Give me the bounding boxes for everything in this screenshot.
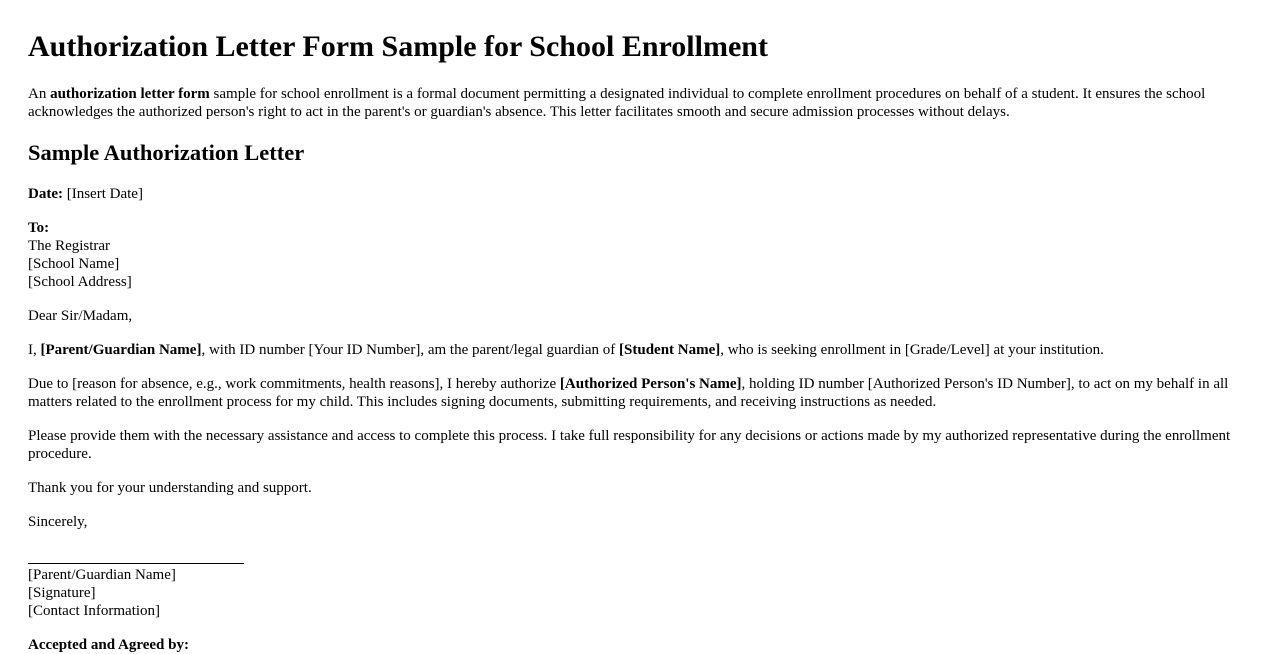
section-title: Sample Authorization Letter — [28, 140, 305, 165]
text-run: Due to [reason for absence, e.g., work commitments, health reasons], I hereby authorize — [28, 376, 560, 392]
signature-block — [28, 566, 1250, 620]
intro-prefix: An — [28, 86, 51, 102]
text-run: I, — [28, 342, 41, 358]
text-run: , who is seeking enrollment in [Grade/Level] at your institution. — [720, 342, 1104, 358]
student-name-placeholder: [Student Name] — [619, 342, 721, 358]
closing: Sincerely, — [28, 514, 88, 530]
to-label: To: — [28, 220, 50, 236]
signature-line-text: [Signature] — [28, 585, 96, 601]
recipient-line: [School Address] — [28, 274, 132, 290]
date-line — [28, 185, 1250, 203]
text-run: , with ID number [Your ID Number], am the parent/legal guardian of — [201, 342, 620, 358]
body-paragraph-1 — [28, 341, 1250, 359]
recipient-line: [School Name] — [28, 256, 120, 272]
recipient-block — [28, 219, 1250, 291]
intro-bold-term: authorization letter form — [50, 86, 210, 102]
intro-rest: sample for school enrollment is a formal document permitting a designated individual to complete enrollment procedures on behalf of a student. It ensures the school acknowledges the authorized person's right to act in the parent's or guardian's absence. This letter facilitates smooth and secure admission processes without delays. — [28, 86, 1206, 120]
intro-paragraph — [28, 85, 1250, 121]
salutation: Dear Sir/Madam, — [28, 308, 133, 324]
date-label: Date: — [28, 186, 63, 202]
text-run: , holding ID number [Authorized Person's ID Number], to act on my behalf in all matters related to the enrollment process for my child. This includes signing documents, submitting requirements, and receiving instructions as needed. — [28, 376, 1229, 410]
signature-line — [28, 563, 244, 564]
body-paragraph-3: Please provide them with the necessary assistance and access to complete this process. I take full responsibility for any decisions or actions made by my authorized representative during the enrollment procedure. — [28, 428, 1231, 462]
accepted-label-text: Accepted and Agreed by: — [28, 637, 189, 653]
accepted-label — [28, 636, 1250, 654]
page-title: Authorization Letter Form Sample for School Enrollment — [28, 30, 768, 63]
body-paragraph-2 — [28, 375, 1250, 411]
recipient-line: The Registrar — [28, 238, 111, 254]
date-value: [Insert Date] — [62, 186, 143, 202]
authorized-person-placeholder: [Authorized Person's Name] — [559, 376, 742, 392]
thanks-line: Thank you for your understanding and support. — [28, 480, 312, 496]
signature-line-text: [Contact Information] — [28, 603, 161, 619]
parent-name-placeholder: [Parent/Guardian Name] — [40, 342, 202, 358]
signature-line-text: [Parent/Guardian Name] — [28, 567, 176, 583]
